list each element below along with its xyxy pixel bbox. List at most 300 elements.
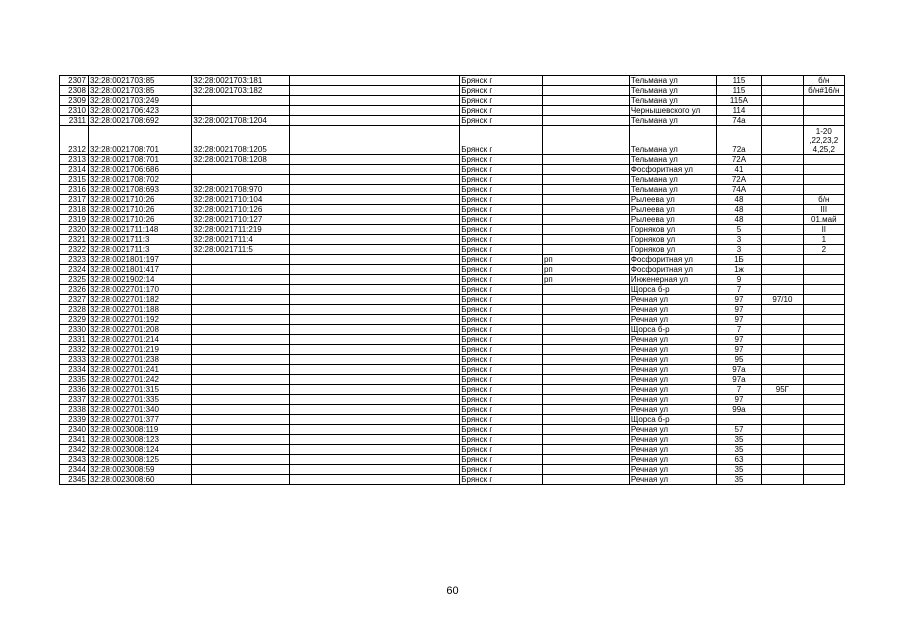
- blank-cell: [289, 395, 460, 405]
- row-number: 2316: [60, 185, 89, 195]
- cadastral-number: 32:28:0023008:119: [88, 425, 191, 435]
- house-number-cell: 95: [716, 355, 762, 365]
- building-cell: [762, 455, 803, 465]
- table-row: [60, 385, 845, 395]
- city-cell: Брянск г: [460, 265, 543, 275]
- cadastral-number: 32:28:0021708:701: [88, 155, 191, 165]
- house-number-cell: 97: [716, 395, 762, 405]
- apartment-cell: б/н: [803, 76, 844, 86]
- house-number-cell: 35: [716, 435, 762, 445]
- table-row: [60, 126, 845, 155]
- street-cell: Тельмана ул: [629, 155, 716, 165]
- row-number: 2317: [60, 195, 89, 205]
- house-number-cell: 35: [716, 475, 762, 485]
- blank-cell: [289, 96, 460, 106]
- row-number: 2332: [60, 345, 89, 355]
- blank-cell: [289, 175, 460, 185]
- table-row: [60, 355, 845, 365]
- sub-cadastral-number: [192, 345, 289, 355]
- settlement-type-cell: [542, 425, 629, 435]
- blank-cell: [289, 225, 460, 235]
- settlement-type-cell: [542, 305, 629, 315]
- blank-cell: [289, 455, 460, 465]
- row-number: 2324: [60, 265, 89, 275]
- page-number: 60: [446, 585, 459, 597]
- street-cell: Речная ул: [629, 295, 716, 305]
- city-cell: Брянск г: [460, 245, 543, 255]
- cadastral-number: 32:28:0023008:60: [88, 475, 191, 485]
- row-number: 2310: [60, 106, 89, 116]
- cadastral-number: 32:28:0021706:423: [88, 106, 191, 116]
- settlement-type-cell: [542, 126, 629, 155]
- row-number: 2343: [60, 455, 89, 465]
- city-cell: Брянск г: [460, 325, 543, 335]
- sub-cadastral-number: [192, 465, 289, 475]
- city-cell: Брянск г: [460, 106, 543, 116]
- blank-cell: [289, 106, 460, 116]
- row-number: 2319: [60, 215, 89, 225]
- apartment-cell: [803, 355, 844, 365]
- sub-cadastral-number: [192, 295, 289, 305]
- cadastral-number: 32:28:0022701:315: [88, 385, 191, 395]
- cadastral-number: 32:28:0022701:170: [88, 285, 191, 295]
- street-cell: Тельмана ул: [629, 185, 716, 195]
- building-cell: [762, 96, 803, 106]
- row-number: 2322: [60, 245, 89, 255]
- settlement-type-cell: [542, 245, 629, 255]
- table-row: [60, 245, 845, 255]
- apartment-cell: [803, 275, 844, 285]
- cadastral-number: 32:28:0022701:188: [88, 305, 191, 315]
- cadastral-number: 32:28:0022701:208: [88, 325, 191, 335]
- sub-cadastral-number: [192, 425, 289, 435]
- building-cell: [762, 175, 803, 185]
- building-cell: [762, 445, 803, 455]
- building-cell: [762, 395, 803, 405]
- row-number: 2314: [60, 165, 89, 175]
- table-row: [60, 345, 845, 355]
- cadastral-number: 32:28:0021708:702: [88, 175, 191, 185]
- table-row: [60, 185, 845, 195]
- sub-cadastral-number: 32:28:0021711:4: [192, 235, 289, 245]
- cadastral-number: 32:28:0021902:14: [88, 275, 191, 285]
- building-cell: [762, 315, 803, 325]
- apartment-cell: [803, 445, 844, 455]
- building-cell: [762, 205, 803, 215]
- cadastral-number: 32:28:0022701:242: [88, 375, 191, 385]
- table-row: [60, 235, 845, 245]
- apartment-cell: [803, 345, 844, 355]
- street-cell: Речная ул: [629, 345, 716, 355]
- building-cell: [762, 86, 803, 96]
- settlement-type-cell: [542, 405, 629, 415]
- table-row: [60, 295, 845, 305]
- settlement-type-cell: [542, 445, 629, 455]
- row-number: 2308: [60, 86, 89, 96]
- street-cell: Рылеева ул: [629, 195, 716, 205]
- cadastral-number: 32:28:0022701:340: [88, 405, 191, 415]
- apartment-cell: 01.май: [803, 215, 844, 225]
- building-cell: [762, 265, 803, 275]
- house-number-cell: 7: [716, 385, 762, 395]
- row-number: 2323: [60, 255, 89, 265]
- sub-cadastral-number: [192, 405, 289, 415]
- table-row: [60, 155, 845, 165]
- settlement-type-cell: [542, 185, 629, 195]
- sub-cadastral-number: 32:28:0021711:219: [192, 225, 289, 235]
- row-number: 2344: [60, 465, 89, 475]
- cadastral-number: 32:28:0023008:59: [88, 465, 191, 475]
- row-number: 2328: [60, 305, 89, 315]
- sub-cadastral-number: [192, 275, 289, 285]
- sub-cadastral-number: [192, 175, 289, 185]
- city-cell: Брянск г: [460, 415, 543, 425]
- cadastral-number: 32:28:0021708:693: [88, 185, 191, 195]
- house-number-cell: 72а: [716, 126, 762, 155]
- apartment-cell: [803, 325, 844, 335]
- city-cell: Брянск г: [460, 405, 543, 415]
- table-row: [60, 165, 845, 175]
- building-cell: [762, 126, 803, 155]
- city-cell: Брянск г: [460, 365, 543, 375]
- blank-cell: [289, 415, 460, 425]
- settlement-type-cell: [542, 195, 629, 205]
- table-row: [60, 285, 845, 295]
- house-number-cell: 97: [716, 345, 762, 355]
- street-cell: Речная ул: [629, 355, 716, 365]
- cadastral-number: 32:28:0021710:26: [88, 215, 191, 225]
- sub-cadastral-number: 32:28:0021708:1204: [192, 116, 289, 126]
- settlement-type-cell: [542, 345, 629, 355]
- city-cell: Брянск г: [460, 255, 543, 265]
- blank-cell: [289, 285, 460, 295]
- street-cell: Горнякoв ул: [629, 245, 716, 255]
- blank-cell: [289, 445, 460, 455]
- house-number-cell: 48: [716, 205, 762, 215]
- street-cell: Речная ул: [629, 465, 716, 475]
- house-number-cell: 1Б: [716, 255, 762, 265]
- cadastral-number: 32:28:0022701:241: [88, 365, 191, 375]
- settlement-type-cell: [542, 375, 629, 385]
- row-number: 2340: [60, 425, 89, 435]
- sub-cadastral-number: [192, 355, 289, 365]
- city-cell: Брянск г: [460, 475, 543, 485]
- city-cell: Брянск г: [460, 465, 543, 475]
- street-cell: Тельмана ул: [629, 86, 716, 96]
- building-cell: [762, 255, 803, 265]
- sub-cadastral-number: [192, 475, 289, 485]
- apartment-cell: [803, 405, 844, 415]
- building-cell: [762, 465, 803, 475]
- street-cell: Речная ул: [629, 395, 716, 405]
- house-number-cell: 99а: [716, 405, 762, 415]
- table-row: [60, 76, 845, 86]
- row-number: 2327: [60, 295, 89, 305]
- sub-cadastral-number: [192, 96, 289, 106]
- table-row: [60, 335, 845, 345]
- sub-cadastral-number: 32:28:0021711:5: [192, 245, 289, 255]
- blank-cell: [289, 355, 460, 365]
- settlement-type-cell: [542, 325, 629, 335]
- street-cell: Рылеева ул: [629, 205, 716, 215]
- city-cell: Брянск г: [460, 425, 543, 435]
- apartment-cell: [803, 375, 844, 385]
- city-cell: Брянск г: [460, 445, 543, 455]
- settlement-type-cell: [542, 365, 629, 375]
- building-cell: [762, 116, 803, 126]
- building-cell: [762, 195, 803, 205]
- table-row: [60, 96, 845, 106]
- cadastral-number: 32:28:0022701:238: [88, 355, 191, 365]
- blank-cell: [289, 365, 460, 375]
- city-cell: Брянск г: [460, 225, 543, 235]
- row-number: 2333: [60, 355, 89, 365]
- cadastral-number: 32:28:0023008:123: [88, 435, 191, 445]
- street-cell: Речная ул: [629, 445, 716, 455]
- street-cell: Тельмана ул: [629, 126, 716, 155]
- building-cell: [762, 475, 803, 485]
- row-number: 2311: [60, 116, 89, 126]
- city-cell: Брянск г: [460, 116, 543, 126]
- street-cell: Горнякoв ул: [629, 225, 716, 235]
- row-number: 2337: [60, 395, 89, 405]
- settlement-type-cell: [542, 415, 629, 425]
- building-cell: [762, 335, 803, 345]
- house-number-cell: 3: [716, 245, 762, 255]
- city-cell: Брянск г: [460, 285, 543, 295]
- street-cell: Горнякoв ул: [629, 235, 716, 245]
- apartment-cell: [803, 155, 844, 165]
- street-cell: Речная ул: [629, 305, 716, 315]
- apartment-cell: [803, 96, 844, 106]
- settlement-type-cell: [542, 205, 629, 215]
- street-cell: Тельмана ул: [629, 175, 716, 185]
- settlement-type-cell: [542, 235, 629, 245]
- settlement-type-cell: [542, 225, 629, 235]
- blank-cell: [289, 325, 460, 335]
- house-number-cell: 9: [716, 275, 762, 285]
- sub-cadastral-number: [192, 335, 289, 345]
- house-number-cell: 48: [716, 195, 762, 205]
- sub-cadastral-number: [192, 445, 289, 455]
- building-cell: [762, 235, 803, 245]
- sub-cadastral-number: [192, 385, 289, 395]
- house-number-cell: 115: [716, 76, 762, 86]
- sub-cadastral-number: [192, 315, 289, 325]
- cadastral-number: 32:28:0021711:3: [88, 235, 191, 245]
- city-cell: Брянск г: [460, 205, 543, 215]
- city-cell: Брянск г: [460, 215, 543, 225]
- blank-cell: [289, 205, 460, 215]
- row-number: 2326: [60, 285, 89, 295]
- building-cell: 95Г: [762, 385, 803, 395]
- street-cell: Речная ул: [629, 365, 716, 375]
- settlement-type-cell: [542, 395, 629, 405]
- blank-cell: [289, 165, 460, 175]
- blank-cell: [289, 405, 460, 415]
- city-cell: Брянск г: [460, 195, 543, 205]
- row-number: 2335: [60, 375, 89, 385]
- settlement-type-cell: [542, 475, 629, 485]
- blank-cell: [289, 126, 460, 155]
- table-row: [60, 106, 845, 116]
- apartment-cell: [803, 116, 844, 126]
- apartment-cell: [803, 475, 844, 485]
- table-row: [60, 255, 845, 265]
- cadastral-number: 32:28:0021711:148: [88, 225, 191, 235]
- city-cell: Брянск г: [460, 185, 543, 195]
- cadastral-number: 32:28:0022701:182: [88, 295, 191, 305]
- building-cell: [762, 365, 803, 375]
- house-number-cell: 48: [716, 215, 762, 225]
- building-cell: [762, 325, 803, 335]
- table-row: [60, 375, 845, 385]
- row-number: 2320: [60, 225, 89, 235]
- blank-cell: [289, 425, 460, 435]
- table-row: [60, 435, 845, 445]
- street-cell: Речная ул: [629, 385, 716, 395]
- street-cell: Речная ул: [629, 425, 716, 435]
- apartment-cell: [803, 305, 844, 315]
- blank-cell: [289, 385, 460, 395]
- building-cell: [762, 375, 803, 385]
- city-cell: Брянск г: [460, 305, 543, 315]
- sub-cadastral-number: 32:28:0021703:182: [192, 86, 289, 96]
- blank-cell: [289, 245, 460, 255]
- apartment-cell: 2: [803, 245, 844, 255]
- city-cell: Брянск г: [460, 175, 543, 185]
- settlement-type-cell: [542, 285, 629, 295]
- settlement-type-cell: [542, 455, 629, 465]
- city-cell: Брянск г: [460, 295, 543, 305]
- table-row: [60, 365, 845, 375]
- apartment-cell: [803, 435, 844, 445]
- sub-cadastral-number: [192, 375, 289, 385]
- cadastral-number: 32:28:0021801:197: [88, 255, 191, 265]
- sub-cadastral-number: [192, 365, 289, 375]
- cadastral-number: 32:28:0021710:26: [88, 205, 191, 215]
- building-cell: [762, 355, 803, 365]
- house-number-cell: 3: [716, 235, 762, 245]
- table-row: [60, 116, 845, 126]
- blank-cell: [289, 335, 460, 345]
- table-row: [60, 395, 845, 405]
- sub-cadastral-number: [192, 255, 289, 265]
- street-cell: Речная ул: [629, 375, 716, 385]
- settlement-type-cell: [542, 116, 629, 126]
- city-cell: Брянск г: [460, 235, 543, 245]
- street-cell: Щорса б-р: [629, 285, 716, 295]
- house-number-cell: 97: [716, 335, 762, 345]
- house-number-cell: 1ж: [716, 265, 762, 275]
- apartment-cell: б/н#16/н: [803, 86, 844, 96]
- building-cell: [762, 185, 803, 195]
- street-cell: Инженерная ул: [629, 275, 716, 285]
- table-row: [60, 265, 845, 275]
- city-cell: Брянск г: [460, 355, 543, 365]
- settlement-type-cell: [542, 435, 629, 445]
- city-cell: Брянск г: [460, 96, 543, 106]
- house-number-cell: 35: [716, 465, 762, 475]
- house-number-cell: 97: [716, 305, 762, 315]
- apartment-cell: б/н: [803, 195, 844, 205]
- table-row: [60, 425, 845, 435]
- blank-cell: [289, 435, 460, 445]
- table-row: [60, 325, 845, 335]
- building-cell: [762, 165, 803, 175]
- apartment-cell: [803, 415, 844, 425]
- street-cell: Фосфоритная ул: [629, 265, 716, 275]
- row-number: 2345: [60, 475, 89, 485]
- building-cell: [762, 345, 803, 355]
- table-row: [60, 205, 845, 215]
- apartment-cell: [803, 335, 844, 345]
- house-number-cell: [716, 415, 762, 425]
- cadastral-number: 32:28:0021711:3: [88, 245, 191, 255]
- row-number: 2329: [60, 315, 89, 325]
- sub-cadastral-number: [192, 285, 289, 295]
- apartment-cell: [803, 265, 844, 275]
- city-cell: Брянск г: [460, 335, 543, 345]
- city-cell: Брянск г: [460, 435, 543, 445]
- blank-cell: [289, 255, 460, 265]
- table-row: [60, 225, 845, 235]
- city-cell: Брянск г: [460, 345, 543, 355]
- house-number-cell: 63: [716, 455, 762, 465]
- row-number: 2334: [60, 365, 89, 375]
- blank-cell: [289, 86, 460, 96]
- house-number-cell: 115А: [716, 96, 762, 106]
- building-cell: [762, 275, 803, 285]
- street-cell: Речная ул: [629, 435, 716, 445]
- settlement-type-cell: [542, 76, 629, 86]
- street-cell: Чернышевского ул: [629, 106, 716, 116]
- blank-cell: [289, 475, 460, 485]
- house-number-cell: 97а: [716, 365, 762, 375]
- apartment-cell: [803, 295, 844, 305]
- table-row: [60, 455, 845, 465]
- apartment-cell: [803, 385, 844, 395]
- cadastral-number: 32:28:0022701:335: [88, 395, 191, 405]
- street-cell: Речная ул: [629, 315, 716, 325]
- street-cell: Речная ул: [629, 405, 716, 415]
- city-cell: Брянск г: [460, 455, 543, 465]
- blank-cell: [289, 465, 460, 475]
- apartment-cell: [803, 175, 844, 185]
- cadastral-number: 32:28:0021703:85: [88, 86, 191, 96]
- apartment-cell: [803, 106, 844, 116]
- blank-cell: [289, 305, 460, 315]
- row-number: 2339: [60, 415, 89, 425]
- blank-cell: [289, 345, 460, 355]
- table-row: [60, 305, 845, 315]
- apartment-cell: III: [803, 205, 844, 215]
- house-number-cell: 74А: [716, 185, 762, 195]
- city-cell: Брянск г: [460, 275, 543, 285]
- house-number-cell: 115: [716, 86, 762, 96]
- sub-cadastral-number: 32:28:0021708:1208: [192, 155, 289, 165]
- sub-cadastral-number: [192, 395, 289, 405]
- settlement-type-cell: [542, 335, 629, 345]
- street-cell: Тельмана ул: [629, 116, 716, 126]
- apartment-cell: [803, 465, 844, 475]
- building-cell: 97/10: [762, 295, 803, 305]
- table-row: [60, 275, 845, 285]
- row-number: 2321: [60, 235, 89, 245]
- row-number: 2342: [60, 445, 89, 455]
- house-number-cell: 35: [716, 445, 762, 455]
- row-number: 2312: [60, 126, 89, 155]
